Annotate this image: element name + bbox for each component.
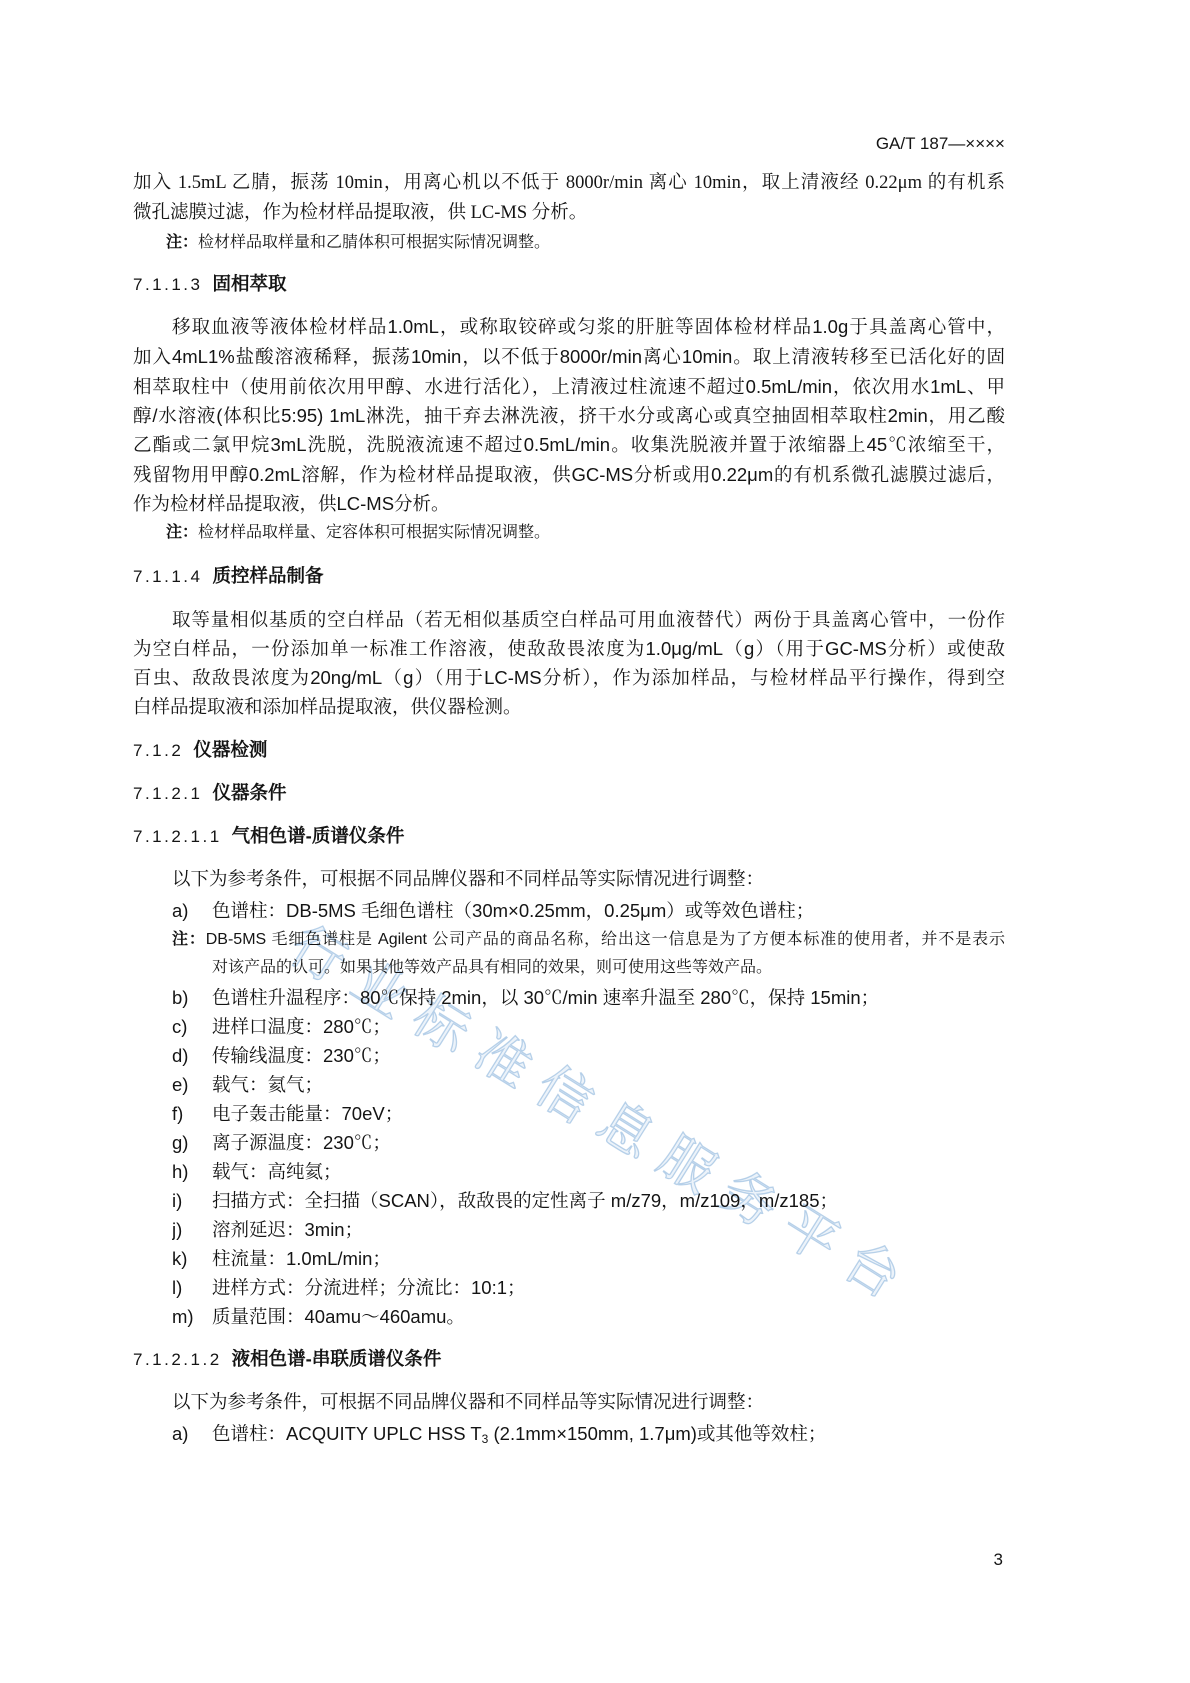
watermark-char: 业 xyxy=(340,948,420,1031)
list-item xyxy=(172,1302,1005,1331)
paragraph-line: 乙酯或二氯甲烷3mL洗脱，洗脱液流速不超过0.5mL/min。收集洗脱液并置于浓缩器上45℃浓缩至干， xyxy=(133,434,1005,455)
paragraph-line: 加入4mL1%盐酸溶液稀释，振荡10min，以不低于8000r/min离心10min。取上清液转移至已活化好的固 xyxy=(133,346,1005,367)
list-item-letter: k) xyxy=(172,1248,188,1269)
list-item xyxy=(172,896,1005,925)
section-heading xyxy=(133,779,1005,807)
list-item-letter: f) xyxy=(172,1103,184,1124)
list-item xyxy=(172,1419,1005,1448)
watermark-char: 务 xyxy=(709,1158,789,1241)
subscript: 3 xyxy=(481,1432,489,1446)
paragraph-line: 相萃取柱中（使用前依次用甲醇、水进行活化），上清液过柱流速不超过0.5mL/min，依次用水1mL、甲 xyxy=(133,376,1005,397)
paragraph-line: 移取血液等液体检材样品1.0mL，或称取铰碎或匀浆的肝脏等固体检材样品1.0g于具盖离心管中， xyxy=(172,316,1005,337)
list-item-text: 传输线温度：230℃； xyxy=(212,1045,391,1066)
list-item-text: 电子轰击能量：70eV； xyxy=(212,1103,404,1124)
paragraph-line: 以下为参考条件，可根据不同品牌仪器和不同样品等实际情况进行调整： xyxy=(172,1393,765,1413)
list-item-letter: c) xyxy=(172,1016,188,1037)
section-title: 仪器条件 xyxy=(212,782,287,803)
section-number: 7.1.1.3 xyxy=(133,275,203,294)
list-item-text: 色谱柱：ACQUITY UPLC HSS T xyxy=(212,1423,482,1444)
paragraph-line: 取等量相似基质的空白样品（若无相似基质空白样品可用血液替代）两份于具盖离心管中，一份作 xyxy=(172,609,1005,630)
list-item xyxy=(172,1186,1005,1215)
note xyxy=(172,926,1005,954)
section-title: 仪器检测 xyxy=(193,739,268,760)
paragraph-line: 白样品提取液和添加样品提取液，供仪器检测。 xyxy=(133,696,522,717)
list-item-letter: l) xyxy=(172,1277,183,1298)
list-item-letter: j) xyxy=(172,1219,183,1240)
list-item-text: 溶剂延迟：3min； xyxy=(212,1219,364,1240)
section-heading xyxy=(133,736,1005,764)
section-number: 7.1.2.1.2 xyxy=(133,1350,222,1369)
list-item-text: 载气：高纯氦； xyxy=(212,1161,342,1182)
list-item xyxy=(172,1070,1005,1099)
section-heading xyxy=(133,562,1005,590)
note-continuation: 对该产品的认可。如果其他等效产品具有相同的效果，则可使用这些等效产品。 xyxy=(212,959,773,976)
section-number: 7.1.1.4 xyxy=(133,567,203,586)
section-number: 7.1.2.1.1 xyxy=(133,827,222,846)
watermark-char: 息 xyxy=(586,1088,666,1171)
watermark-char: 信 xyxy=(524,1053,604,1136)
paragraph-line: 加入 1.5mL 乙腈，振荡 10min，用离心机以不低于 8000r/min 离心 10min，取上清液经 0.22μm 的有机系 xyxy=(133,173,1005,193)
section-heading xyxy=(133,1345,1005,1373)
list-item-letter: a) xyxy=(172,900,189,921)
page-number: 3 xyxy=(993,1550,1003,1569)
watermark-char: 准 xyxy=(463,1018,543,1101)
paragraph-line: 作为检材样品提取液，供LC-MS分析。 xyxy=(133,493,450,514)
note xyxy=(166,519,1005,547)
list-item-text: 进样口温度：280℃； xyxy=(212,1016,391,1037)
watermark-char: 行 xyxy=(278,913,358,996)
paragraph-line: 百虫、敌敌畏浓度为20ng/mL（g）（用于LC-MS分析），作为添加样品，与检材样品平行操作，得到空 xyxy=(133,667,1005,688)
watermark-char: 台 xyxy=(832,1228,912,1311)
list-item xyxy=(172,1273,1005,1302)
paragraph-line: 残留物用甲醇0.2mL溶解，作为检材样品提取液，供GC-MS分析或用0.22μm的有机系微孔滤膜过滤后， xyxy=(133,464,1005,485)
paragraph-line: 以下为参考条件，可根据不同品牌仪器和不同样品等实际情况进行调整： xyxy=(172,870,765,890)
list-item-text: 柱流量：1.0mL/min； xyxy=(212,1248,391,1269)
section-heading xyxy=(133,822,1005,850)
list-item-letter: d) xyxy=(172,1045,189,1066)
paragraph-line: 醇/水溶液(体积比5:95) 1mL淋洗，抽干弃去淋洗液，挤干水分或离心或真空抽固相萃取柱2min，用乙酸 xyxy=(133,405,1005,426)
list-item xyxy=(172,1244,1005,1273)
list-item-letter: e) xyxy=(172,1074,189,1095)
section-heading xyxy=(133,270,1005,298)
list-item-letter: i) xyxy=(172,1190,183,1211)
paragraph-line: 微孔滤膜过滤，作为检材样品提取液，供 LC-MS 分析。 xyxy=(133,203,588,223)
note-text: 检材样品取样量和乙腈体积可根据实际情况调整。 xyxy=(198,234,551,251)
note-text: DB-5MS 毛细色谱柱是 Agilent 公司产品的商品名称，给出这一信息是为了方便本标准的使用者，并不是表示 xyxy=(205,931,1005,948)
list-item-text: 色谱柱升温程序：80℃保持 2min，以 30℃/min 速率升温至 280℃，保持 15min； xyxy=(212,987,880,1008)
section-title: 气相色谱-质谱仪条件 xyxy=(231,825,405,846)
list-item-text: 载气：氦气； xyxy=(212,1074,324,1095)
list-item-text: (2.1mm×150mm, 1.7μm)或其他等效柱； xyxy=(488,1423,827,1444)
list-item-letter: g) xyxy=(172,1132,189,1153)
list-item-letter: b) xyxy=(172,987,189,1008)
list-item-text: 扫描方式：全扫描（SCAN），敌敌畏的定性离子 m/z79，m/z109，m/z185； xyxy=(212,1190,839,1211)
paragraph-line: 为空白样品，一份添加单一标准工作溶液，使敌敌畏浓度为1.0μg/mL（g）（用于GC-MS分析）或使敌 xyxy=(133,638,1005,659)
list-item-letter: m) xyxy=(172,1306,194,1327)
list-item-text: 离子源温度：230℃； xyxy=(212,1132,391,1153)
list-item xyxy=(172,1215,1005,1244)
section-number: 7.1.2.1 xyxy=(133,784,203,803)
list-item xyxy=(172,983,1005,1012)
list-item-text: 质量范围：40amu～460amu。 xyxy=(212,1306,465,1327)
list-item xyxy=(172,1128,1005,1157)
note-label: 注： xyxy=(166,234,199,251)
document-number-header: GA/T 187—×××× xyxy=(875,134,1005,153)
note-label: 注： xyxy=(172,931,206,948)
watermark-char: 标 xyxy=(401,983,481,1066)
list-item xyxy=(172,1041,1005,1070)
note-text: 检材样品取样量、定容体积可根据实际情况调整。 xyxy=(198,524,551,541)
watermark-char: 服 xyxy=(647,1123,727,1206)
list-item-text: 色谱柱：DB-5MS 毛细色谱柱（30m×0.25mm，0.25μm）或等效色谱柱； xyxy=(212,900,815,921)
note-label: 注： xyxy=(166,524,199,541)
section-title: 液相色谱-串联质谱仪条件 xyxy=(231,1348,442,1369)
section-title: 固相萃取 xyxy=(212,273,287,294)
section-title: 质控样品制备 xyxy=(212,565,324,586)
section-number: 7.1.2 xyxy=(133,741,184,760)
list-item xyxy=(172,1012,1005,1041)
list-item-text: 进样方式：分流进样；分流比：10:1； xyxy=(212,1277,526,1298)
watermark-char: 平 xyxy=(770,1193,850,1276)
note xyxy=(166,229,1005,257)
list-item xyxy=(172,1157,1005,1186)
list-item xyxy=(172,1099,1005,1128)
list-item-letter: a) xyxy=(172,1423,189,1444)
list-item-letter: h) xyxy=(172,1161,189,1182)
